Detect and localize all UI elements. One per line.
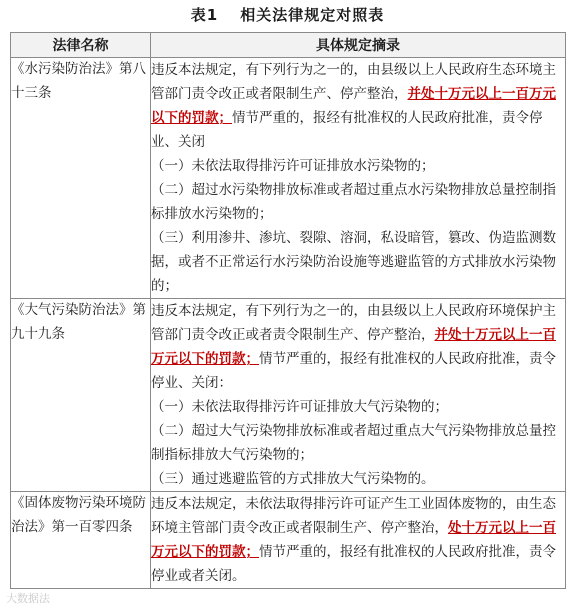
excerpt-item: （一）未依法取得排污许可证排放大气污染物的； bbox=[151, 399, 448, 415]
caption-title: 相关法律规定对照表 bbox=[240, 6, 385, 24]
excerpt-item: （二）超过水污染物排放标准或者超过重点水污染物排放总量控制指标排放水污染物的； bbox=[151, 182, 556, 222]
law-name-cell: 《大气污染防治法》第九十九条 bbox=[11, 299, 151, 492]
excerpt-item: （三）通过逃避监管的方式排放大气污染物的。 bbox=[151, 471, 435, 487]
header-excerpt: 具体规定摘录 bbox=[151, 33, 566, 58]
table-row bbox=[11, 492, 566, 589]
excerpt-cell bbox=[151, 299, 566, 492]
table-row bbox=[11, 299, 566, 492]
intro-text: 违反本法规定，未依法取得排污许可证产生工业固体废物的，由生态环境主管部门责令改正或者限制生产、停产整治， bbox=[151, 496, 556, 536]
watermark: 大数据法 bbox=[6, 592, 50, 605]
excerpt-item: （三）利用渗井、渗坑、裂隙、溶洞，私设暗管，篡改、伪造监测数据，或者不正常运行水污染防治设施等逃避监管的方式排放水污染物的； bbox=[151, 230, 556, 294]
intro-tail: 情节严重的，报经有批准权的人民政府批准，责令停业、关闭 bbox=[151, 110, 543, 150]
penalty-highlight: 处十万元以上一百万元以下的罚款； bbox=[151, 520, 556, 560]
law-name-cell: 《固体废物污染环境防治法》第一百零四条 bbox=[11, 492, 151, 589]
intro-tail: 情节严重的，报经有批准权的人民政府批准，责令停业、关闭： bbox=[151, 351, 556, 391]
table-header-row bbox=[11, 33, 566, 58]
header-law-name: 法律名称 bbox=[11, 33, 151, 58]
excerpt-cell bbox=[151, 58, 566, 299]
penalty-highlight: 并处十万元以上一百万元以下的罚款； bbox=[151, 327, 556, 367]
caption-number: 表1 bbox=[190, 6, 219, 24]
excerpt-intro bbox=[151, 58, 565, 154]
excerpt-intro bbox=[151, 299, 565, 395]
law-comparison-table bbox=[10, 32, 566, 589]
excerpt-item: （二）超过大气污染物排放标准或者超过重点大气污染物排放总量控制指标排放大气污染物的； bbox=[151, 423, 556, 463]
penalty-highlight: 并处十万元以上一百万元以下的罚款； bbox=[151, 86, 556, 126]
excerpt-intro bbox=[151, 492, 565, 588]
excerpt-item: （一）未依法取得排污许可证排放水污染物的； bbox=[151, 158, 435, 174]
excerpt-cell bbox=[151, 492, 566, 589]
intro-text: 违反本法规定，有下列行为之一的，由县级以上人民政府生态环境主管部门责令改正或者限制生产、停产整治， bbox=[151, 62, 556, 102]
intro-text: 违反本法规定，有下列行为之一的，由县级以上人民政府环境保护主管部门责令改正或者责令限制生产、停产整治， bbox=[151, 303, 556, 343]
law-name-cell: 《水污染防治法》第八十三条 bbox=[11, 58, 151, 299]
table-row bbox=[11, 58, 566, 299]
intro-tail: 情节严重的，报经有批准权的人民政府批准，责令停业或者关闭。 bbox=[151, 544, 556, 584]
table-caption bbox=[0, 4, 575, 26]
